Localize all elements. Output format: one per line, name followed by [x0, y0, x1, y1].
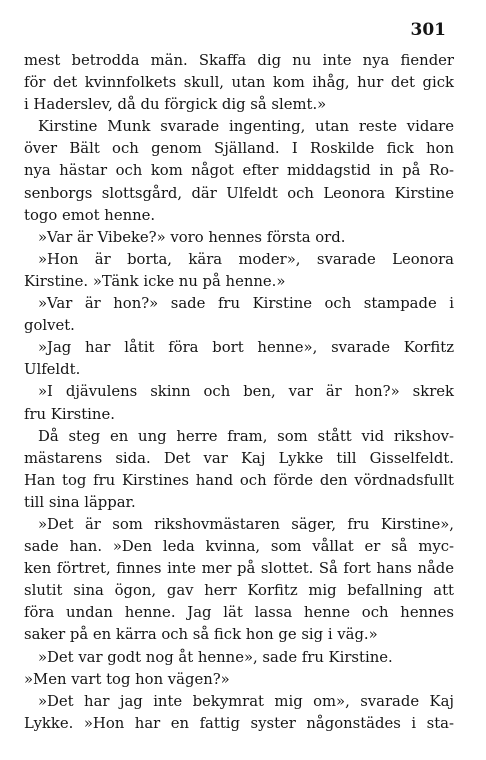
- text-line: slutit sina ögon, gav herr Korfitz mig befallning att: [24, 582, 454, 600]
- text-line: nya hästar och kom något efter middagstid in på Ro-: [24, 162, 454, 180]
- text-line: Kirstine Munk svarade ingenting, utan reste vidare: [38, 118, 454, 136]
- text-line: »Hon är borta, kära moder», svarade Leonora: [38, 250, 454, 268]
- text-line: »Var är Vibeke?» voro hennes första ord.: [38, 228, 346, 246]
- text-line: »Det har jag inte bekymrat mig om», svarade Kaj: [38, 692, 454, 710]
- text-line: Kirstine. »Tänk icke nu på henne.»: [24, 272, 286, 290]
- page-number: 301: [410, 20, 446, 40]
- text-line: golvet.: [24, 317, 75, 335]
- body-text: [24, 50, 454, 735]
- text-line: »Jag har låtit föra bort henne», svarade Korfitz: [38, 339, 454, 357]
- text-line: i Haderslev, då du förgick dig så slemt.»: [24, 96, 327, 114]
- text-line: Då steg en ung herre fram, som stått vid rikshov-: [38, 427, 454, 445]
- text-line: »Men vart tog hon vägen?»: [24, 670, 230, 688]
- text-line: Han tog fru Kirstines hand och förde den vördnadsfullt: [24, 471, 454, 489]
- text-line: över Bält och genom Själland. I Roskilde fick hon: [24, 140, 454, 158]
- text-line: »Var är hon?» sade fru Kirstine och stampade i: [38, 295, 454, 313]
- text-line: för det kvinnfolkets skull, utan kom ihåg, hur det gick: [24, 74, 454, 92]
- text-line: mästarens sida. Det var Kaj Lykke till Gisselfeldt.: [24, 449, 454, 467]
- text-line: sade han. »Den leda kvinna, som vållat er så myc-: [24, 538, 454, 556]
- text-line: saker på en kärra och så fick hon ge sig i väg.»: [24, 626, 378, 644]
- text-line: »I djävulens skinn och ben, var är hon?» skrek: [38, 383, 454, 401]
- text-line: ken förtret, finnes inte mer på slottet. Så fort hans nåde: [24, 560, 454, 578]
- text-line: »Det är som rikshovmästaren säger, fru Kirstine»,: [38, 515, 454, 533]
- text-line: till sina läppar.: [24, 493, 136, 511]
- text-line: togo emot henne.: [24, 206, 156, 224]
- text-line: föra undan henne. Jag lät lassa henne och hennes: [24, 604, 454, 622]
- text-line: Lykke. »Hon har en fattig syster någonstädes i sta-: [24, 714, 454, 732]
- text-line: senborgs slottsgård, där Ulfeldt och Leonora Kirstine: [24, 184, 454, 202]
- text-line: »Det var godt nog åt henne», sade fru Kirstine.: [38, 648, 393, 666]
- text-line: fru Kirstine.: [24, 405, 115, 423]
- text-line: Ulfeldt.: [24, 361, 81, 379]
- text-line: mest betrodda män. Skaffa dig nu inte nya fiender: [24, 52, 454, 69]
